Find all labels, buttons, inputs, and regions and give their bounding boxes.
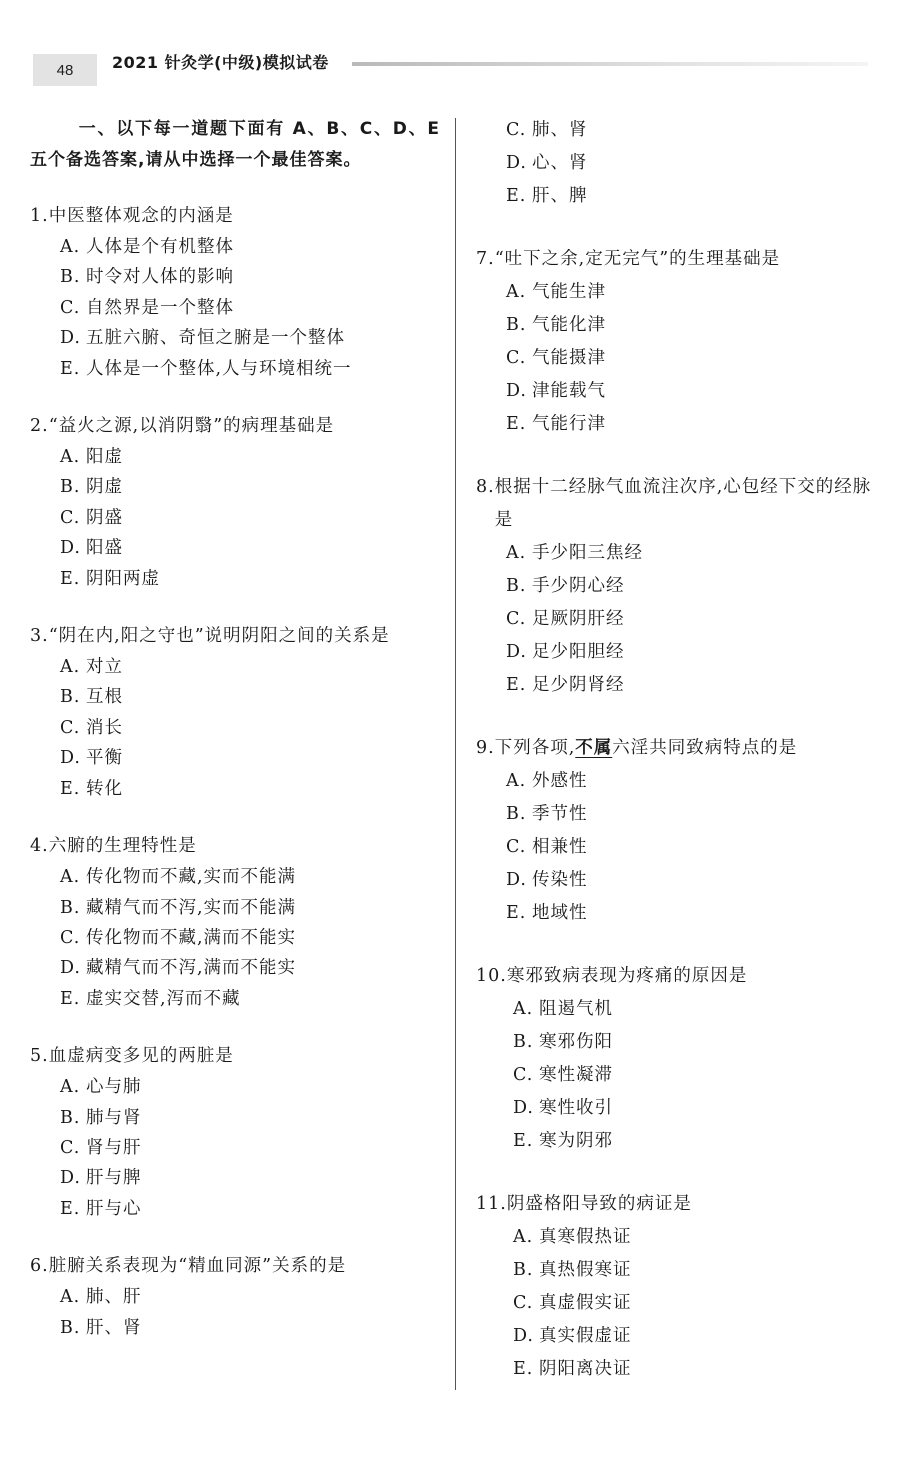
option-e: E. 地域性 <box>506 903 588 923</box>
question-number: 7. <box>476 249 495 269</box>
question-number: 5. <box>30 1046 49 1067</box>
question-stem <box>476 1188 886 1221</box>
option-b: B. 肝、肾 <box>60 1317 142 1338</box>
question-stem <box>30 1251 440 1282</box>
option-b: B. 手少阴心经 <box>506 576 625 596</box>
question-number: 1. <box>30 206 49 226</box>
header-rule <box>352 62 868 66</box>
question-text: “吐下之余,定无完气”的生理基础是 <box>494 249 781 269</box>
question-stem <box>30 1041 440 1072</box>
option-c: C. 肺、肾 <box>506 120 588 140</box>
question-3 <box>30 621 440 804</box>
option-b: B. 气能化津 <box>506 315 606 335</box>
option-d: D. 五脏六腑、奇恒之腑是一个整体 <box>60 328 345 349</box>
question-text: 根据十二经脉气血流注次序,心包经下交的经脉是 <box>494 477 872 530</box>
option-b: B. 肺与肾 <box>60 1107 142 1128</box>
question-text: 寒邪致病表现为疼痛的原因是 <box>506 966 748 986</box>
option-d: D. 肝与脾 <box>60 1168 142 1189</box>
question-number: 4. <box>30 836 49 857</box>
option-c: C. 消长 <box>60 717 123 738</box>
option-a: A. 真寒假热证 <box>513 1227 632 1247</box>
option-a: A. 气能生津 <box>506 282 606 302</box>
option-b: B. 季节性 <box>506 804 588 824</box>
option-d: D. 传染性 <box>506 870 588 890</box>
option-d: D. 平衡 <box>60 748 123 769</box>
option-b: B. 互根 <box>60 687 123 708</box>
question-9 <box>476 732 886 930</box>
question-text: 中医整体观念的内涵是 <box>48 206 234 226</box>
question-5 <box>30 1041 440 1224</box>
option-e: E. 阴阳离决证 <box>513 1359 632 1379</box>
question-text: “阴在内,阳之守也”说明阴阳之间的关系是 <box>48 626 390 647</box>
option-b: B. 时令对人体的影响 <box>60 267 234 288</box>
question-text: 脏腑关系表现为“精血同源”关系的是 <box>48 1256 347 1277</box>
question-4 <box>30 831 440 1014</box>
option-a: A. 传化物而不藏,实而不能满 <box>60 867 297 888</box>
option-b: B. 藏精气而不泻,实而不能满 <box>60 897 297 918</box>
right-column <box>476 114 886 1416</box>
section-instruction <box>30 114 440 176</box>
option-d: D. 津能载气 <box>506 381 606 401</box>
option-a: A. 人体是个有机整体 <box>60 237 234 257</box>
question-stem <box>30 831 440 862</box>
page-number: 48 <box>56 61 74 79</box>
question-stem <box>30 621 440 652</box>
question-number: 8. <box>476 477 495 497</box>
option-c: C. 阴盛 <box>60 507 123 528</box>
left-column <box>30 114 440 1370</box>
option-a: A. 对立 <box>60 657 123 678</box>
question-number: 6. <box>30 1256 49 1277</box>
option-a: A. 肺、肝 <box>60 1287 142 1308</box>
option-a: A. 阻遏气机 <box>513 999 613 1019</box>
option-a: A. 手少阳三焦经 <box>506 543 643 563</box>
question-stem <box>30 411 440 442</box>
option-d: D. 真实假虚证 <box>513 1326 632 1346</box>
question-number: 3. <box>30 626 49 647</box>
option-e: E. 转化 <box>60 778 123 799</box>
option-d: D. 阳盛 <box>60 538 123 559</box>
option-c: C. 传化物而不藏,满而不能实 <box>60 927 297 948</box>
option-e: E. 虚实交替,泻而不藏 <box>60 988 241 1009</box>
option-b: B. 真热假寒证 <box>513 1260 632 1280</box>
question-text: 阴盛格阳导致的病证是 <box>506 1194 692 1214</box>
question-11 <box>476 1188 886 1386</box>
option-c: C. 自然界是一个整体 <box>60 297 234 318</box>
question-number: 9. <box>476 738 495 758</box>
option-c: C. 肾与肝 <box>60 1137 142 1158</box>
option-e: E. 肝与心 <box>60 1198 142 1219</box>
option-a: A. 心与肺 <box>60 1077 142 1098</box>
question-stem <box>476 732 886 765</box>
option-e: E. 人体是一个整体,人与环境相统一 <box>60 358 352 379</box>
question-number: 11. <box>476 1194 507 1214</box>
option-b: B. 寒邪伤阳 <box>513 1032 613 1052</box>
question-stem <box>476 471 886 537</box>
running-header-title: 2021 针灸学(中级)模拟试卷 <box>112 53 329 72</box>
instruction-text: 一、以下每一道题下面有 A、B、C、D、E 五个备选答案,请从中选择一个最佳答案。 <box>30 119 440 170</box>
question-6 <box>30 1251 440 1343</box>
option-c: C. 寒性凝滞 <box>513 1065 613 1085</box>
option-e: E. 阴阳两虚 <box>60 568 160 589</box>
question-stem <box>30 201 440 232</box>
option-c: C. 足厥阴肝经 <box>506 609 625 629</box>
option-d: D. 寒性收引 <box>513 1098 613 1118</box>
question-2 <box>30 411 440 594</box>
question-number: 10. <box>476 966 507 986</box>
option-e: E. 肝、脾 <box>506 186 588 206</box>
question-text: 六腑的生理特性是 <box>48 836 197 857</box>
option-e: E. 寒为阴邪 <box>513 1131 613 1151</box>
question-text: 下列各项,不属六淫共同致病特点的是 <box>494 738 798 758</box>
question-7 <box>476 243 886 441</box>
option-e: E. 气能行津 <box>506 414 606 434</box>
option-c: C. 气能摄津 <box>506 348 606 368</box>
column-divider <box>455 118 456 1390</box>
option-c: C. 相兼性 <box>506 837 588 857</box>
option-d: D. 藏精气而不泻,满而不能实 <box>60 958 297 979</box>
option-d: D. 心、肾 <box>506 153 588 173</box>
question-text: 血虚病变多见的两脏是 <box>48 1046 234 1067</box>
question-number: 2. <box>30 416 49 437</box>
emphasis-not-belong: 不属 <box>575 738 613 758</box>
option-c: C. 真虚假实证 <box>513 1293 632 1313</box>
option-a: A. 外感性 <box>506 771 588 791</box>
option-b: B. 阴虚 <box>60 477 123 498</box>
option-a: A. 阳虚 <box>60 447 123 468</box>
question-10 <box>476 960 886 1158</box>
page-number-badge <box>33 54 97 86</box>
question-6-continued <box>476 114 886 213</box>
option-e: E. 足少阴肾经 <box>506 675 625 695</box>
question-text: “益火之源,以消阴翳”的病理基础是 <box>48 416 335 437</box>
option-d: D. 足少阳胆经 <box>506 642 625 662</box>
question-1 <box>30 201 440 384</box>
question-stem <box>476 960 886 993</box>
question-stem <box>476 243 886 276</box>
question-8 <box>476 471 886 702</box>
